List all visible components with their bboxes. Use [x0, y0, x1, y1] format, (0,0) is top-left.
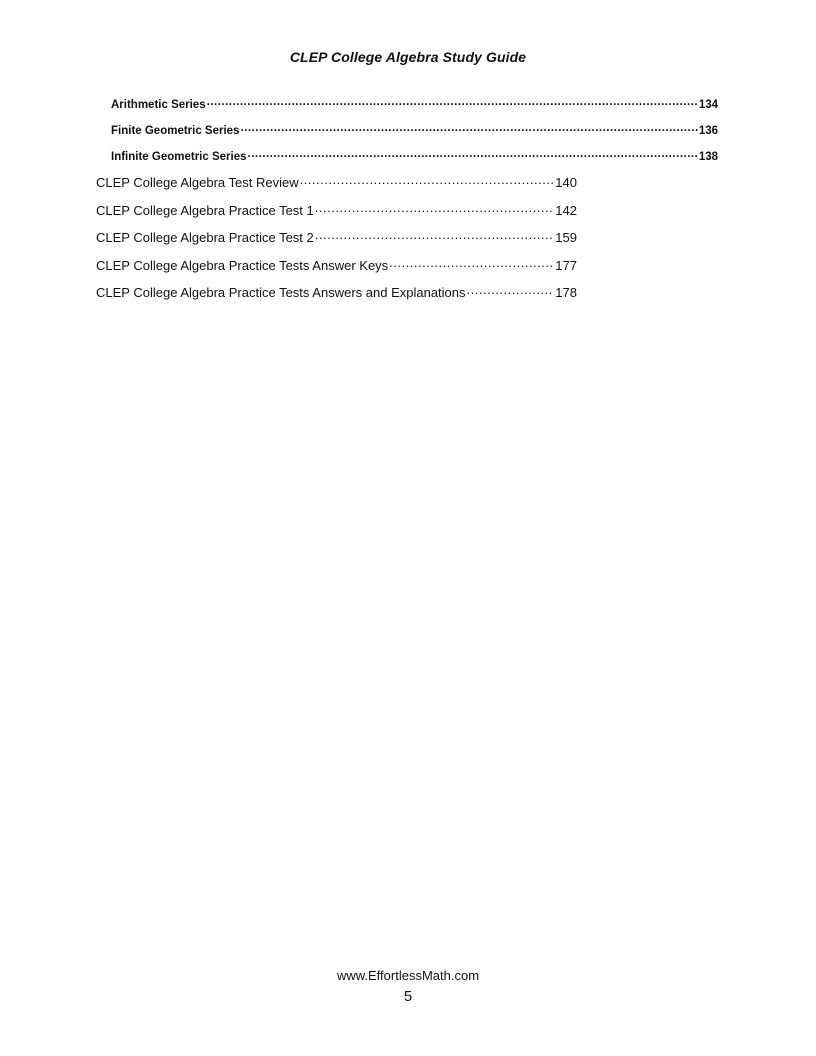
- toc-dot-leader: [389, 257, 554, 270]
- toc-entry-page: 178: [555, 285, 577, 300]
- toc-dot-leader: [315, 202, 555, 215]
- toc-entry-label: Infinite Geometric Series: [111, 150, 247, 163]
- toc-entry-label: CLEP College Algebra Practice Test 2: [96, 230, 314, 245]
- toc-entry-page: 138: [698, 150, 718, 163]
- toc-entry-answer-keys[interactable]: [96, 257, 577, 273]
- toc-entry-arithmetic-series[interactable]: [111, 96, 718, 111]
- toc-entry-infinite-geometric-series[interactable]: [111, 148, 718, 163]
- toc-entry-answers-explanations[interactable]: [96, 284, 577, 300]
- toc-entry-label: Finite Geometric Series: [111, 124, 240, 137]
- toc-dot-leader: [467, 284, 555, 297]
- toc-entry-page: 136: [698, 124, 718, 137]
- toc-dot-leader: [240, 122, 697, 134]
- toc-entry-label: CLEP College Algebra Practice Test 1: [96, 203, 314, 218]
- footer-page-number: 5: [403, 988, 413, 1005]
- toc-entry-test-review[interactable]: [96, 174, 577, 190]
- toc-entry-practice-test-1[interactable]: [96, 202, 577, 218]
- toc-dot-leader: [207, 96, 698, 108]
- toc-entry-page: 177: [555, 258, 577, 273]
- toc-entry-page: 159: [555, 230, 577, 245]
- toc-entry-label: Arithmetic Series: [111, 98, 206, 111]
- toc-dot-leader: [315, 229, 555, 242]
- toc-entry-page: 140: [555, 175, 577, 190]
- toc-entry-label: CLEP College Algebra Practice Tests Answer Keys: [96, 258, 389, 273]
- toc-entry-label: CLEP College Algebra Test Review: [96, 175, 299, 190]
- toc-dot-leader: [300, 174, 555, 187]
- toc-entry-label: CLEP College Algebra Practice Tests Answers and Explanations: [96, 285, 466, 300]
- toc-dot-leader: [248, 148, 698, 160]
- toc-entry-practice-test-2[interactable]: [96, 229, 577, 245]
- toc-entry-finite-geometric-series[interactable]: [111, 122, 718, 137]
- toc-entry-page: 134: [698, 98, 718, 111]
- running-header-title: CLEP College Algebra Study Guide: [289, 49, 527, 65]
- toc-entry-page: 142: [555, 203, 577, 218]
- footer-website-url: www.EffortlessMath.com: [336, 968, 480, 983]
